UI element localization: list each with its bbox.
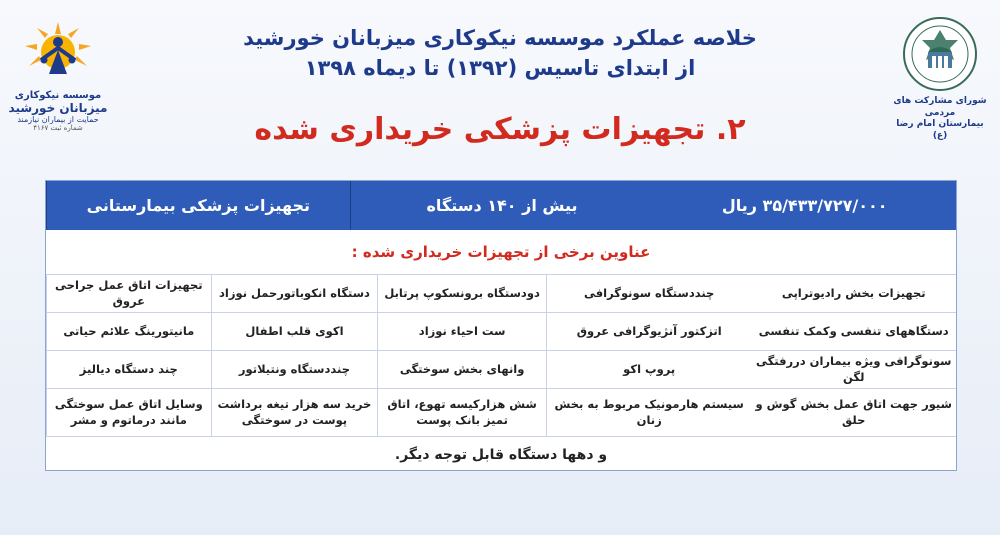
table-cell: سیستم هارمونیک مربوط به بخش زنان	[546, 389, 752, 436]
table-cell: شش هزارکیسه تهوع، اتاق تمیز بانک پوست	[377, 389, 546, 436]
report-period: از ابتدای تاسیس (۱۳۹۲) تا دیماه ۱۳۹۸	[304, 56, 696, 80]
charity-logo-slogan: حمایت از بیماران نیازمند	[17, 115, 99, 125]
table-cell: تجهیزات بخش رادیوتراپی	[781, 285, 926, 300]
table-cell: شیور جهت اتاق عمل بخش گوش و حلق	[755, 396, 952, 427]
page-header	[0, 0, 1000, 175]
table-cell: چنددستگاه ونتیلاتور	[211, 351, 378, 388]
charity-logo	[8, 20, 108, 133]
council-logo-line2: بیمارستان امام رضا (ع)	[896, 119, 984, 142]
table-row	[46, 351, 956, 389]
table-cell: دودستگاه برونسکوپ پرتابل	[377, 275, 546, 312]
charity-logo-line1: موسسه نیکوکاری	[14, 90, 102, 101]
report-title: خلاصه عملکرد موسسه نیکوکاری میزبانان خورشید	[243, 26, 757, 50]
charity-logo-reg: شماره ثبت ۴۱۶۷	[33, 124, 83, 133]
charity-logo-name: میزبانان خورشید	[8, 100, 108, 115]
table-cell: خرید سه هزار تیغه برداشت پوست در سوختگی	[211, 389, 378, 436]
table-row	[46, 313, 956, 351]
summary-amount: ۳۵/۴۳۳/۷۲۷/۰۰۰ ریال	[721, 196, 888, 215]
table-cell: تجهیزات اتاق عمل جراحی عروق	[46, 275, 211, 312]
table-cell: چنددستگاه سونوگرافی	[546, 275, 752, 312]
summary-count: بیش از ۱۴۰ دستگاه	[350, 181, 654, 230]
table-cell: دستگاه انکوباتورحمل نوزاد	[211, 275, 378, 312]
hospital-seal-icon	[902, 16, 978, 92]
table-cell: پروپ اکو	[546, 351, 752, 388]
summary-category: تجهیزات پزشکی بیمارستانی	[46, 181, 350, 230]
list-subtitle: عناوین برخی از تجهیزات خریداری شده :	[46, 230, 956, 275]
council-logo	[890, 16, 990, 143]
table-row	[46, 389, 956, 437]
table-cell: وانهای بخش سوختگی	[377, 351, 546, 388]
equipment-table	[45, 180, 957, 471]
table-row	[46, 275, 956, 313]
council-logo-line1: شورای مشارکت های مردمی	[893, 96, 987, 118]
sun-people-icon	[19, 20, 97, 86]
summary-row	[46, 181, 956, 230]
table-cell: چند دستگاه دیالیز	[46, 351, 211, 388]
table-cell: دستگاههای تنفسی وکمک تنفسی	[758, 323, 949, 338]
table-cell: سونوگرافی ویژه بیماران دررفتگی لگن	[755, 353, 952, 384]
table-cell: ست احیاء نوزاد	[377, 313, 546, 350]
table-cell: اتزکتور آنژیوگرافی عروق	[546, 313, 752, 350]
table-cell: وسایل اتاق عمل سوختگی مانند درماتوم و مشر	[46, 389, 211, 436]
table-cell: اکوی قلب اطفال	[211, 313, 378, 350]
section-title: ۲. تجهیزات پزشکی خریداری شده	[254, 112, 746, 147]
table-cell: مانیتورینگ علائم حیاتی	[46, 313, 211, 350]
footer-note: و دهها دستگاه قابل توجه دیگر.	[394, 447, 608, 463]
